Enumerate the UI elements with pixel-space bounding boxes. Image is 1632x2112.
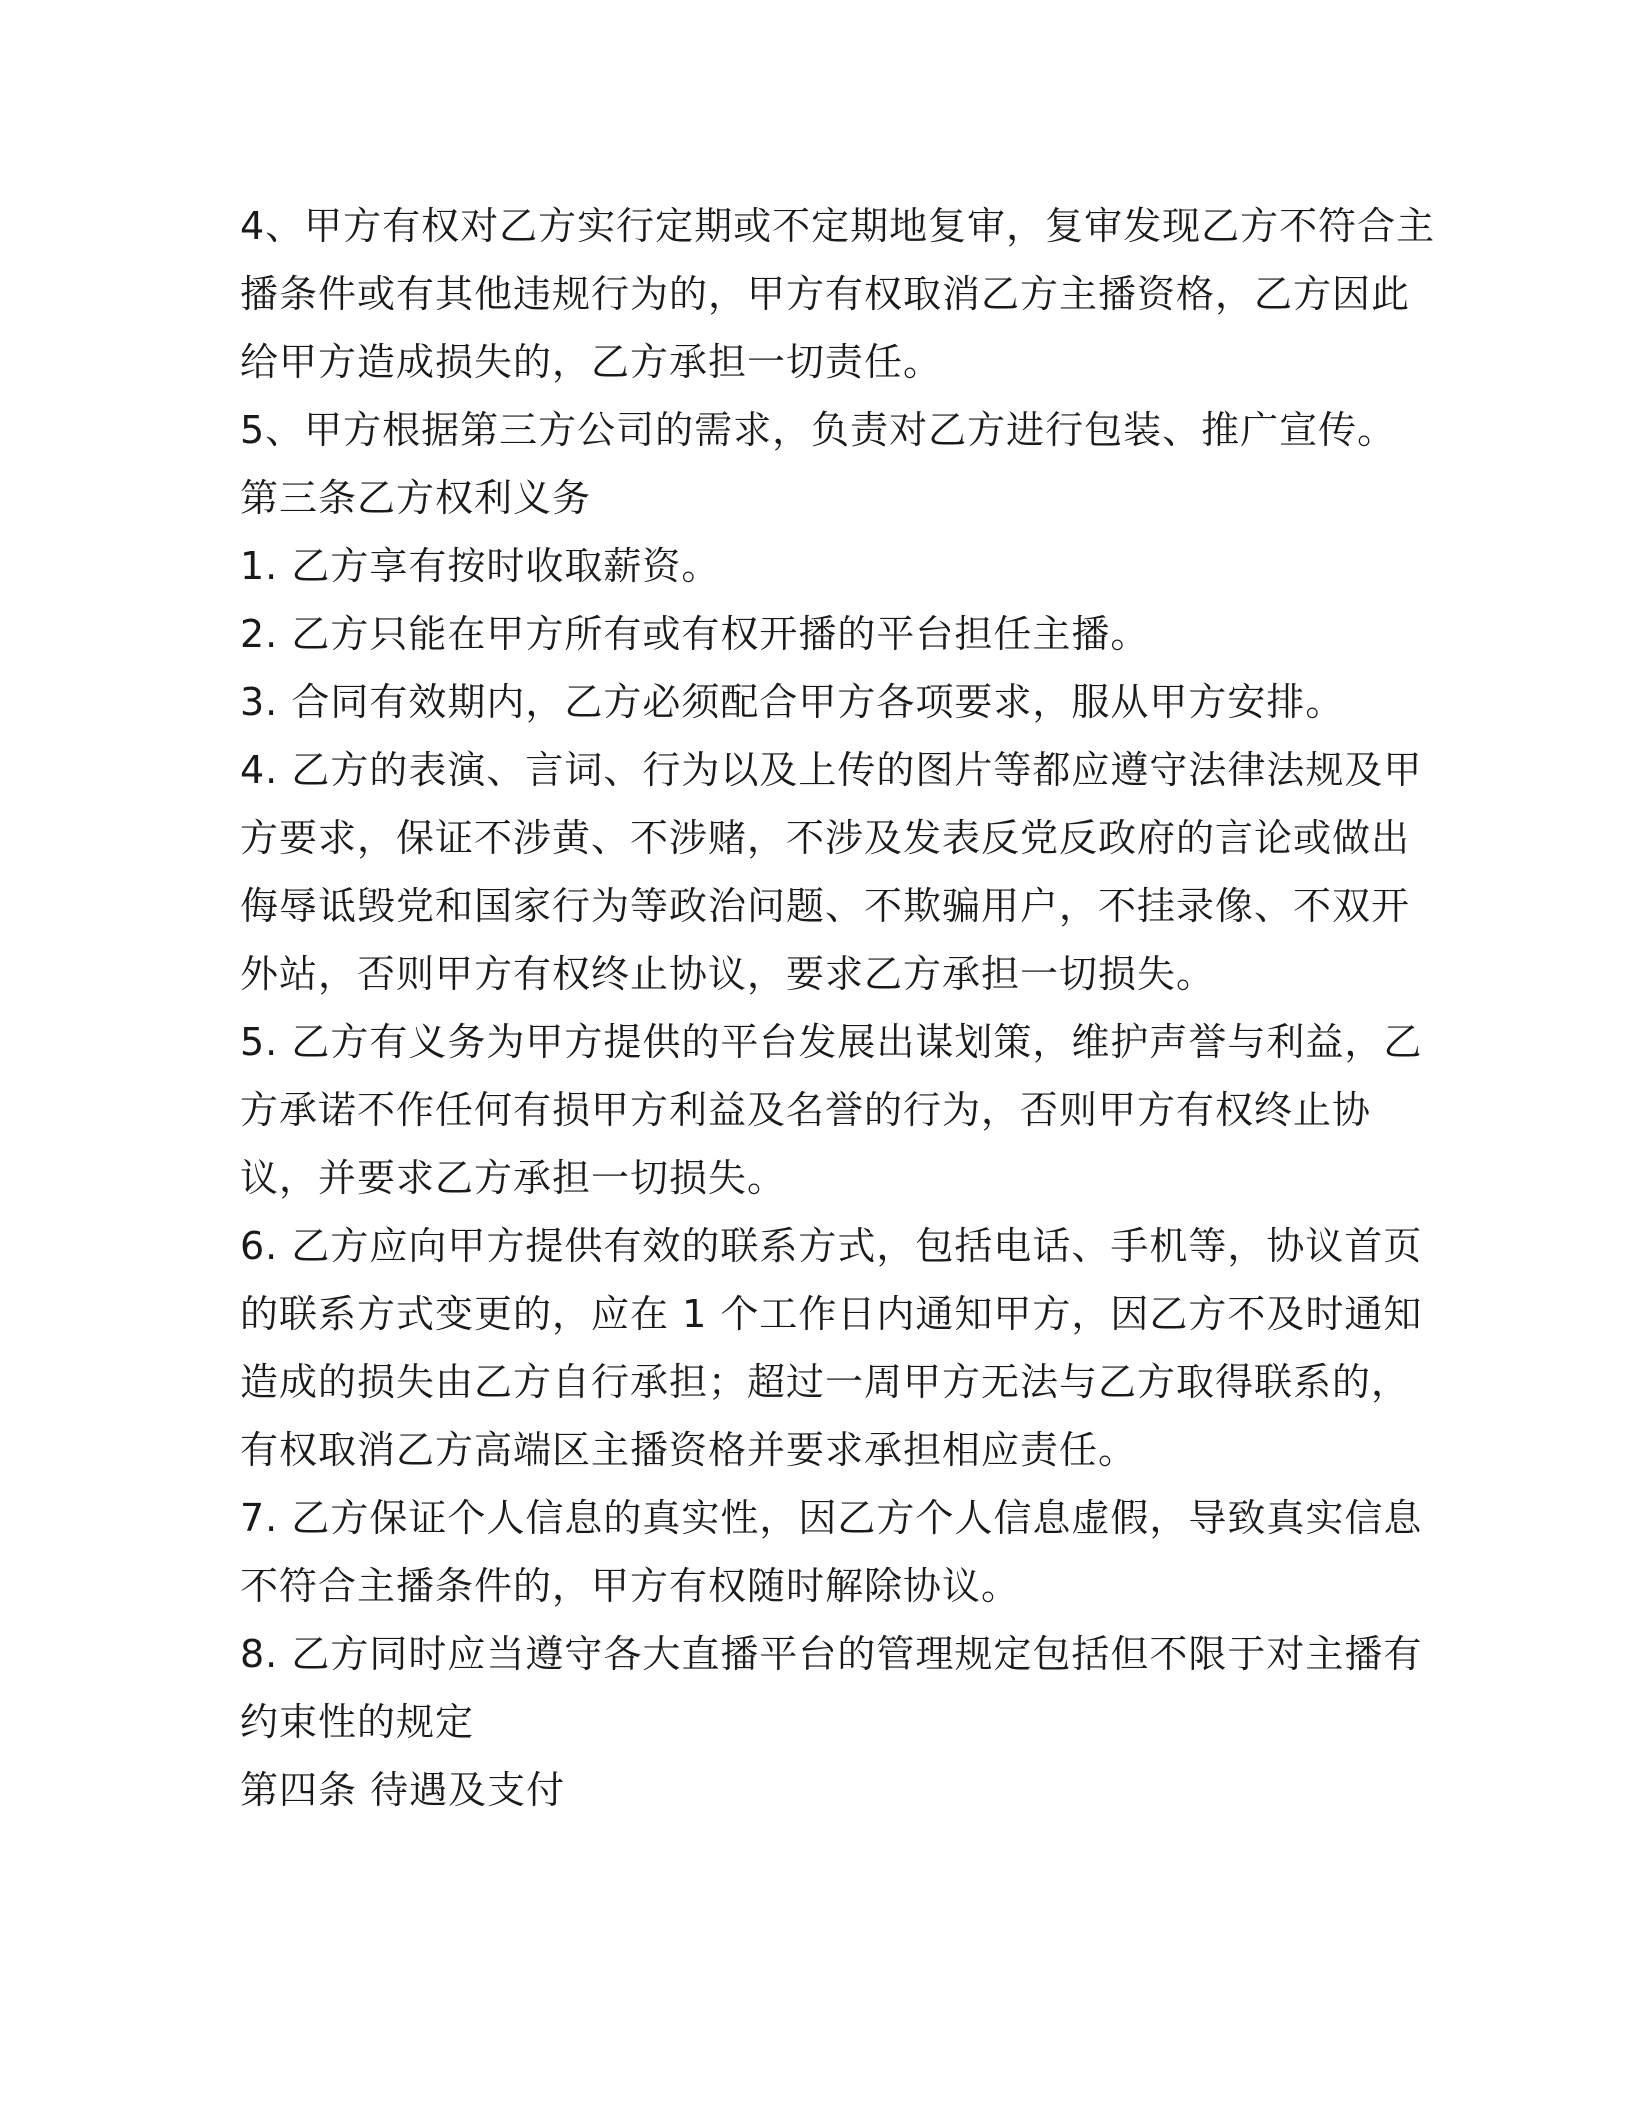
paragraph-line: 4. 乙方的表演、言词、行为以及上传的图片等都应遵守法律法规及甲 bbox=[240, 748, 1423, 792]
paragraph-line: 议，并要求乙方承担一切损失。 bbox=[240, 1156, 787, 1200]
paragraph-line: 1. 乙方享有按时收取薪资。 bbox=[240, 544, 721, 588]
section-heading: 第三条乙方权利义务 bbox=[240, 476, 592, 520]
paragraph-line: 4、甲方有权对乙方实行定期或不定期地复审，复审发现乙方不符合主 bbox=[240, 204, 1436, 248]
paragraph-line: 给甲方造成损失的，乙方承担一切责任。 bbox=[240, 340, 943, 384]
paragraph-line: 5、甲方根据第三方公司的需求，负责对乙方进行包装、推广宣传。 bbox=[240, 408, 1397, 452]
paragraph-line: 播条件或有其他违规行为的，甲方有权取消乙方主播资格，乙方因此 bbox=[240, 272, 1411, 316]
paragraph-line: 方要求，保证不涉黄、不涉赌，不涉及发表反党反政府的言论或做出 bbox=[240, 816, 1411, 860]
paragraph-line: 约束性的规定 bbox=[240, 1700, 475, 1744]
paragraph-line: 8. 乙方同时应当遵守各大直播平台的管理规定包括但不限于对主播有 bbox=[240, 1632, 1423, 1676]
paragraph-line: 侮辱诋毁党和国家行为等政治问题、不欺骗用户，不挂录像、不双开 bbox=[240, 884, 1411, 928]
paragraph-line: 不符合主播条件的，甲方有权随时解除协议。 bbox=[240, 1564, 1021, 1608]
paragraph-line: 2. 乙方只能在甲方所有或有权开播的平台担任主播。 bbox=[240, 612, 1150, 656]
paragraph-line: 造成的损失由乙方自行承担；超过一周甲方无法与乙方取得联系的， bbox=[240, 1360, 1411, 1404]
paragraph-line: 7. 乙方保证个人信息的真实性，因乙方个人信息虚假，导致真实信息 bbox=[240, 1496, 1423, 1540]
paragraph-line: 5. 乙方有义务为甲方提供的平台发展出谋划策，维护声誉与利益，乙 bbox=[240, 1020, 1423, 1064]
paragraph-line: 外站，否则甲方有权终止协议，要求乙方承担一切损失。 bbox=[240, 952, 1216, 996]
paragraph-line: 方承诺不作任何有损甲方利益及名誉的行为，否则甲方有权终止协 bbox=[240, 1088, 1372, 1132]
paragraph-line: 6. 乙方应向甲方提供有效的联系方式，包括电话、手机等，协议首页 bbox=[240, 1224, 1423, 1268]
paragraph-line: 的联系方式变更的，应在 1 个工作日内通知甲方，因乙方不及时通知 bbox=[240, 1292, 1423, 1336]
paragraph-line: 有权取消乙方高端区主播资格并要求承担相应责任。 bbox=[240, 1428, 1138, 1472]
document-body bbox=[240, 192, 1436, 1824]
section-heading: 第四条 待遇及支付 bbox=[240, 1768, 566, 1812]
paragraph-line: 3. 合同有效期内，乙方必须配合甲方各项要求，服从甲方安排。 bbox=[240, 680, 1345, 724]
